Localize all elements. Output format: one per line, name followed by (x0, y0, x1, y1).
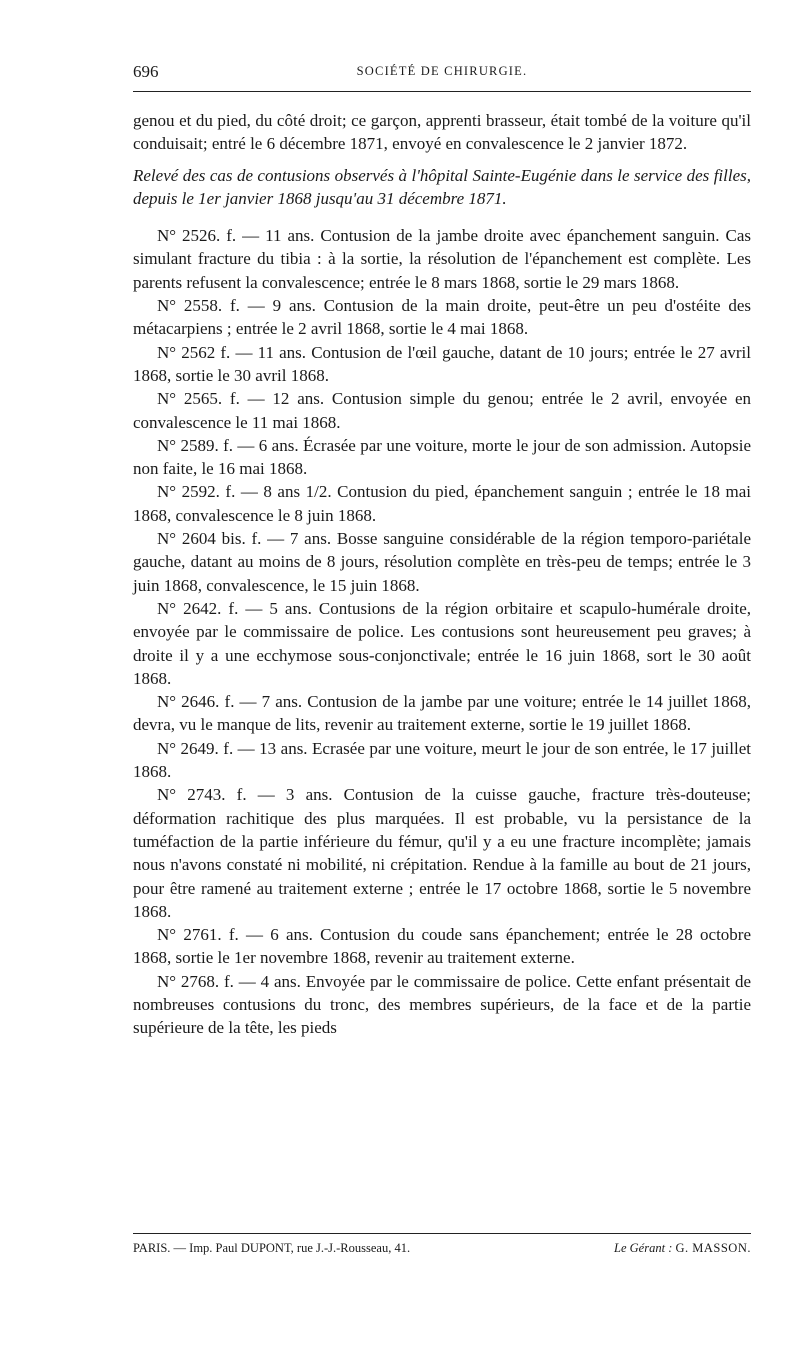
case-entry-2558: N° 2558. f. — 9 ans. Contusion de la main droite, peut-être un peu d'ostéite des métacarpiens ; entrée le 2 avril 1868, sortie le 4 mai 1868. (133, 296, 751, 339)
case-entry-2589: N° 2589. f. — 6 ans. Écrasée par une voiture, morte le jour de son admission. Autopsie non faite, le 16 mai 1868. (133, 435, 751, 479)
case-entry-2565: N° 2565. f. — 12 ans. Contusion simple du genou; entrée le 2 avril, envoyée en convalescence le 11 mai 1868. (133, 389, 751, 432)
case-entry-2761: N° 2761. f. — 6 ans. Contusion du coude sans épanchement; entrée le 28 octobre 1868, sortie le 1er novembre 1868, revenir au traitement externe. (133, 925, 751, 968)
section-caption: Relevé des cas de contusions observés à l'hôpital Sainte-Eugénie dans le service des filles, depuis le 1er janvier 1868 jusqu'au 31 décembre 1871. (133, 165, 751, 208)
case-entry-2604: N° 2604 bis. f. — 7 ans. Bosse sanguine considérable de la région temporo-pariétale gauche, datant au moins de 8 jours, résolution complète en très-peu de temps; entrée le 3 juin 1868, convalescence, le 15 juin 1868. (133, 529, 751, 595)
case-entry-2649: N° 2649. f. — 13 ans. Ecrasée par une voiture, meurt le jour de son entrée, le 17 juillet 1868. (133, 738, 751, 782)
page-header (133, 62, 751, 86)
header-rule (133, 91, 751, 92)
body-text (133, 109, 751, 1040)
case-entry-2646: N° 2646. f. — 7 ans. Contusion de la jambe par une voiture; entrée le 14 juillet 1868, devra, vu le manque de lits, revenir au traitement externe, sortie le 19 juillet 1868. (133, 692, 751, 735)
intro-paragraph: genou et du pied, du côté droit; ce garçon, apprenti brasseur, était tombé de la voiture qu'il conduisait; entré le 6 décembre 1871, envoyé en convalescence le 2 janvier 1872. (133, 111, 751, 154)
gerant-label: Le Gérant : (614, 1241, 673, 1255)
printer-imprint: PARIS. — Imp. Paul DUPONT, rue J.-J.-Rousseau, 41. (133, 1241, 411, 1255)
case-entry-2743: N° 2743. f. — 3 ans. Contusion de la cuisse gauche, fracture très-douteuse; déformation rachitique des plus marquées. Il est probable, vu la persistance de la tuméfaction de la partie inférieure du fémur, qu'il y a eu une fracture incomplète; jamais nous n'avons constaté ni mobilité, ni crépitation. Rendue à la famille au bout de 21 jours, pour être ramené au traitement externe ; entrée le 17 octobre 1868, sortie le 5 novembre 1868. (133, 785, 751, 921)
case-entry-2562: N° 2562 f. — 11 ans. Contusion de l'œil gauche, datant de 10 jours; entrée le 27 avril 1868, sortie le 30 avril 1868. (133, 342, 751, 385)
case-entry-2526: N° 2526. f. — 11 ans. Contusion de la jambe droite avec épanchement sanguin. Cas simulant fracture du tibia : à la sortie, la résolution de l'épanchement est complète. Les parents refusent la convalescence; entrée le 8 mars 1868, sortie le 29 mars 1868. (133, 226, 751, 292)
running-head: SOCIÉTÉ DE CHIRURGIE. (356, 64, 528, 78)
page-number: 696 (133, 62, 159, 81)
footer-rule (133, 1233, 751, 1234)
gerant-credit (614, 1241, 751, 1256)
case-entry-2592: N° 2592. f. — 8 ans 1/2. Contusion du pied, épanchement sanguin ; entrée le 18 mai 1868, convalescence le 8 juin 1868. (133, 482, 751, 525)
case-entry-2642: N° 2642. f. — 5 ans. Contusions de la région orbitaire et scapulo-humérale droite, envoyée par le commissaire de police. Les contusions sont heureusement peu graves; à droite il y a une ecchymose sous-conjonctivale; entrée le 16 juin 1868, sort le 30 août 1868. (133, 598, 751, 688)
case-entry-2768: N° 2768. f. — 4 ans. Envoyée par le commissaire de police. Cette enfant présentait de nombreuses contusions du tronc, des membres supérieurs, de la face et de la partie supérieure de la tête, les pieds (133, 971, 751, 1038)
gerant-name: G. MASSON. (675, 1241, 751, 1255)
